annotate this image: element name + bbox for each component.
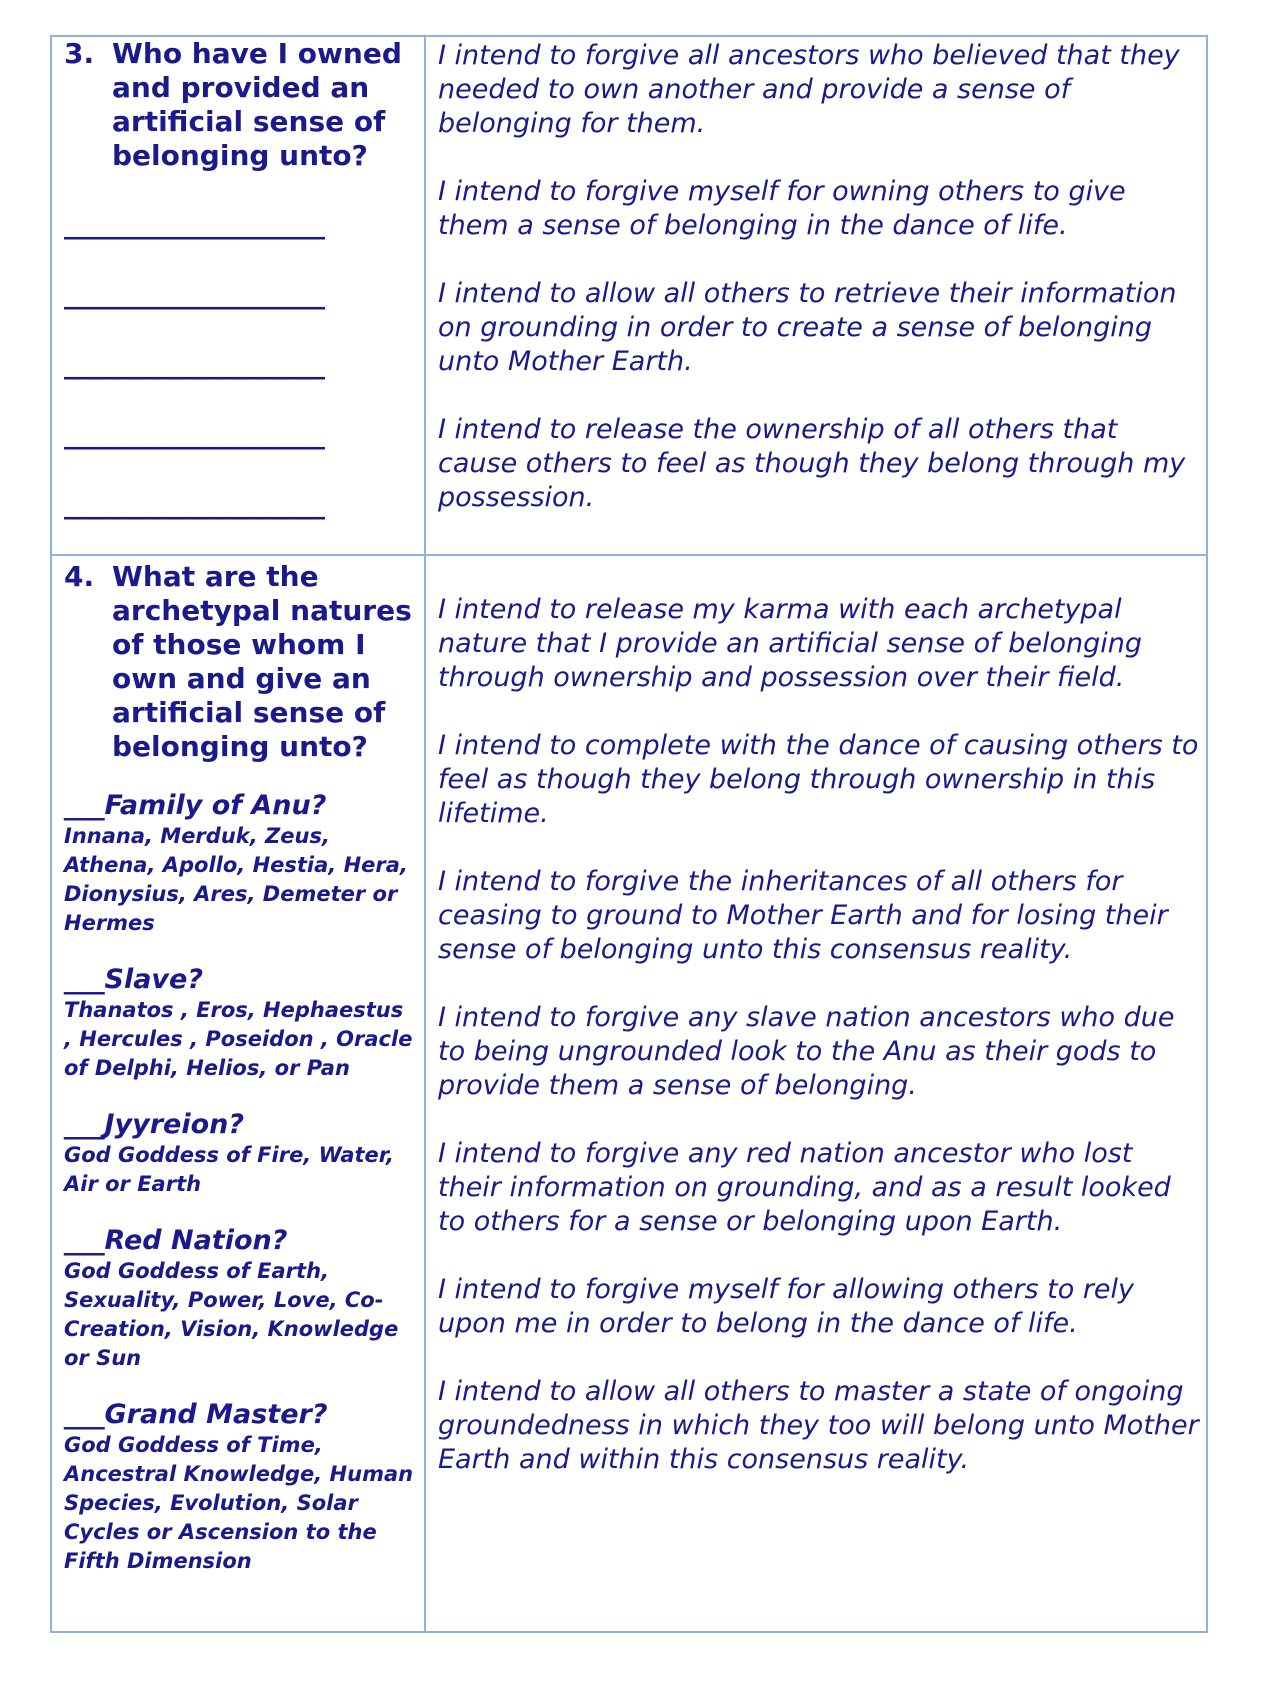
intention-statement: I intend to forgive any red nation ancestor who lost their information on grounding, and as a result looked to others for a sense or belonging upon Earth. bbox=[438, 1138, 1171, 1237]
blank-line[interactable]: ____________________ bbox=[64, 277, 324, 310]
blank-line[interactable]: ____________________ bbox=[64, 207, 324, 240]
column-divider bbox=[424, 37, 426, 1631]
question-number: 3. bbox=[64, 37, 95, 70]
worksheet-table bbox=[50, 35, 1208, 1633]
question-cell-3 bbox=[64, 37, 414, 552]
intention-statement: I intend to forgive all ancestors who believed that they needed to own another and provide a sense of belonging for them. bbox=[438, 40, 1180, 139]
question-cell-4 bbox=[64, 560, 416, 1630]
intention-statement: I intend to release my karma with each archetypal nature that I provide an artificial sense of belonging through ownership and possession over their field. bbox=[438, 594, 1143, 693]
intention-statement: I intend to forgive any slave nation ancestors who due to being ungrounded look to the Anu as their gods to provide them a sense of belonging. bbox=[438, 1002, 1175, 1101]
archetype-title: ___Family of Anu? bbox=[64, 790, 327, 821]
archetype-description: Innana, Merduk, Zeus, Athena, Apollo, Hestia, Hera, Dionysius, Ares, Demeter or Hermes bbox=[64, 824, 408, 935]
intention-statement: I intend to forgive myself for owning others to give them a sense of belonging in the dance of life. bbox=[438, 176, 1126, 241]
archetype-title: ___Red Nation? bbox=[64, 1225, 288, 1256]
archetype-title: ___Grand Master? bbox=[64, 1399, 328, 1430]
blank-line[interactable]: ____________________ bbox=[64, 347, 324, 380]
answer-cell-3 bbox=[438, 39, 1200, 552]
intention-statement: I intend to release the ownership of all others that cause others to feel as though they belong through my possession. bbox=[438, 414, 1186, 513]
blank-line[interactable]: ____________________ bbox=[64, 487, 324, 520]
blank-line[interactable]: ____________________ bbox=[64, 417, 324, 450]
answer-blanks bbox=[64, 189, 414, 539]
archetype-title: ___Slave? bbox=[64, 964, 203, 995]
archetype-description: God Goddess of Fire, Water, Air or Earth bbox=[64, 1143, 395, 1196]
archetype-description: God Goddess of Time, Ancestral Knowledge, Human Species, Evolution, Solar Cycles or Ascension to the Fifth Dimension bbox=[64, 1433, 414, 1573]
intention-statement: I intend to complete with the dance of causing others to feel as though they belong through ownership in this lifetime. bbox=[438, 730, 1199, 829]
archetype-red-nation bbox=[64, 1225, 416, 1373]
question-text: Who have I owned and provided an artificial sense of belonging unto? bbox=[112, 37, 402, 172]
answer-cell-4 bbox=[438, 593, 1200, 1628]
intention-statement: I intend to allow all others to retrieve their information on grounding in order to create a sense of belonging unto Mother Earth. bbox=[438, 278, 1177, 377]
archetype-family-of-anu bbox=[64, 790, 416, 938]
intention-statement: I intend to forgive myself for allowing others to rely upon me in order to belong in the dance of life. bbox=[438, 1274, 1135, 1339]
archetype-slave bbox=[64, 964, 416, 1083]
intention-statement: I intend to allow all others to master a state of ongoing groundedness in which they too will belong unto Mother Earth and within this consensus reality. bbox=[438, 1376, 1199, 1475]
archetype-description: Thanatos , Eros, Hephaestus , Hercules , Poseidon , Oracle of Delphi, Helios, or Pan bbox=[64, 998, 413, 1080]
archetype-title: ___Jyyreion? bbox=[64, 1109, 245, 1140]
question-text: What are the archetypal natures of those whom I own and give an artificial sense of belonging unto? bbox=[112, 560, 412, 763]
question-3 bbox=[64, 37, 414, 173]
row-divider bbox=[52, 554, 1206, 556]
archetype-description: God Goddess of Earth, Sexuality, Power, Love, Co-Creation, Vision, Knowledge or Sun bbox=[64, 1259, 399, 1370]
archetype-grand-master bbox=[64, 1399, 416, 1576]
question-number: 4. bbox=[64, 560, 95, 593]
question-4 bbox=[64, 560, 416, 764]
archetype-jyyreion bbox=[64, 1109, 416, 1199]
intention-statement: I intend to forgive the inheritances of all others for ceasing to ground to Mother Earth and for losing their sense of belonging unto this consensus reality. bbox=[438, 866, 1168, 965]
